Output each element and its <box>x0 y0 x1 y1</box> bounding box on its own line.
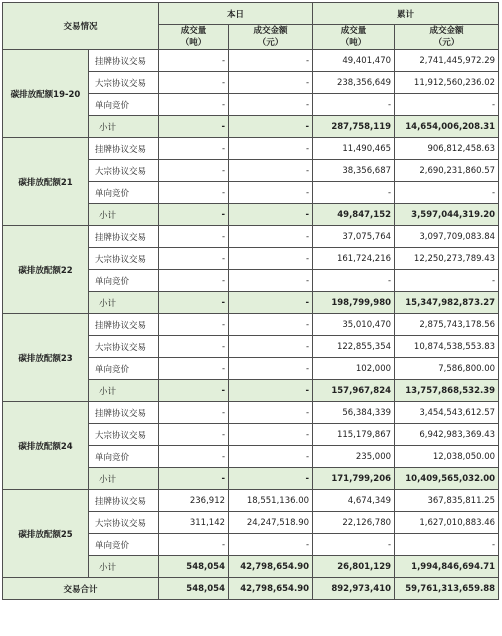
cum-volume-cell: - <box>313 94 395 116</box>
today-amount-cell: - <box>229 72 313 94</box>
trade-type: 单向竞价 <box>89 534 159 556</box>
trade-type: 大宗协议交易 <box>89 248 159 270</box>
today-volume-cell: - <box>159 226 229 248</box>
today-volume-cell: - <box>159 534 229 556</box>
cum-amount-cell: 7,586,800.00 <box>395 358 499 380</box>
subtotal-label: 小计 <box>89 380 159 402</box>
cum-volume-cell: 37,075,764 <box>313 226 395 248</box>
today-amount-cell: - <box>229 204 313 226</box>
cum-volume-cell: 22,126,780 <box>313 512 395 534</box>
cum-volume-cell: 161,724,216 <box>313 248 395 270</box>
cum-amount-cell: 11,912,560,236.02 <box>395 72 499 94</box>
cum-volume-cell: 157,967,824 <box>313 380 395 402</box>
today-amount-cell: - <box>229 380 313 402</box>
cum-amount-cell: 59,761,313,659.88 <box>395 578 499 600</box>
cum-volume-cell: 49,401,470 <box>313 50 395 72</box>
today-volume-cell: 548,054 <box>159 578 229 600</box>
cum-amount-cell: 6,942,983,369.43 <box>395 424 499 446</box>
cum-volume-cell: 287,758,119 <box>313 116 395 138</box>
cum-amount-cell: 2,741,445,972.29 <box>395 50 499 72</box>
total-label: 交易合计 <box>3 578 159 600</box>
today-volume-cell: - <box>159 380 229 402</box>
today-amount-cell: - <box>229 534 313 556</box>
table-header <box>3 3 499 50</box>
today-volume-cell: - <box>159 336 229 358</box>
trade-type: 挂牌协议交易 <box>89 50 159 72</box>
cum-volume-cell: 56,384,339 <box>313 402 395 424</box>
cum-volume-cell: - <box>313 270 395 292</box>
group-name: 碳排放配额22 <box>3 226 89 314</box>
trade-type: 大宗协议交易 <box>89 424 159 446</box>
cum-volume-cell: - <box>313 182 395 204</box>
today-amount-cell: 18,551,136.00 <box>229 490 313 512</box>
table-row <box>3 314 499 336</box>
col-title: 成交量 <box>180 26 207 36</box>
trade-type: 大宗协议交易 <box>89 512 159 534</box>
today-amount-cell: - <box>229 446 313 468</box>
section-label: 交易情况 <box>3 3 159 50</box>
today-amount-cell: - <box>229 226 313 248</box>
cum-amount-cell: 10,409,565,032.00 <box>395 468 499 490</box>
table-body <box>3 50 499 600</box>
today-volume-cell: - <box>159 160 229 182</box>
trade-type: 挂牌协议交易 <box>89 138 159 160</box>
today-amount-cell: - <box>229 94 313 116</box>
cum-amount-cell: 906,812,458.63 <box>395 138 499 160</box>
cum-volume-cell: 115,179,867 <box>313 424 395 446</box>
today-amount-cell: - <box>229 50 313 72</box>
col-unit: （吨） <box>340 38 367 48</box>
cum-amount-cell: 3,454,543,612.57 <box>395 402 499 424</box>
today-amount-cell: 42,798,654.90 <box>229 556 313 578</box>
group-name: 碳排放配额25 <box>3 490 89 578</box>
cum-amount-cell: 10,874,538,553.83 <box>395 336 499 358</box>
cum-volume-cell: 38,356,687 <box>313 160 395 182</box>
table-row <box>3 50 499 72</box>
col-title: 成交量 <box>340 26 367 36</box>
cum-amount-cell: - <box>395 182 499 204</box>
trade-type: 大宗协议交易 <box>89 160 159 182</box>
trade-type: 大宗协议交易 <box>89 72 159 94</box>
cum-amount-cell: 13,757,868,532.39 <box>395 380 499 402</box>
today-amount-cell: - <box>229 402 313 424</box>
trade-type: 挂牌协议交易 <box>89 402 159 424</box>
cum-volume-cell: 35,010,470 <box>313 314 395 336</box>
today-amount-cell: - <box>229 292 313 314</box>
today-amount-cell: - <box>229 270 313 292</box>
today-volume-cell: - <box>159 358 229 380</box>
today-amount-cell: - <box>229 358 313 380</box>
cumulative-header: 累计 <box>313 3 499 25</box>
cum-amount-cell: 367,835,811.25 <box>395 490 499 512</box>
cum-amount-cell: - <box>395 270 499 292</box>
subtotal-label: 小计 <box>89 204 159 226</box>
today-amount-cell: - <box>229 314 313 336</box>
col-unit: （元） <box>257 38 284 48</box>
subtotal-label: 小计 <box>89 292 159 314</box>
trade-type: 单向竞价 <box>89 446 159 468</box>
trade-type: 大宗协议交易 <box>89 336 159 358</box>
cum-volume-header <box>313 25 395 50</box>
today-volume-header <box>159 25 229 50</box>
trade-type: 单向竞价 <box>89 358 159 380</box>
trade-type: 单向竞价 <box>89 270 159 292</box>
table-row <box>3 226 499 248</box>
cum-volume-cell: 198,799,980 <box>313 292 395 314</box>
cum-amount-header <box>395 25 499 50</box>
today-volume-cell: - <box>159 292 229 314</box>
col-unit: （元） <box>433 38 460 48</box>
cum-volume-cell: 122,855,354 <box>313 336 395 358</box>
today-volume-cell: - <box>159 204 229 226</box>
trading-summary-container <box>2 2 499 600</box>
today-volume-cell: - <box>159 468 229 490</box>
group-name: 碳排放配额23 <box>3 314 89 402</box>
cum-amount-cell: 2,690,231,860.57 <box>395 160 499 182</box>
cum-amount-cell: 1,627,010,883.46 <box>395 512 499 534</box>
cum-volume-cell: 235,000 <box>313 446 395 468</box>
today-volume-cell: - <box>159 94 229 116</box>
subtotal-label: 小计 <box>89 116 159 138</box>
today-volume-cell: - <box>159 270 229 292</box>
today-volume-cell: - <box>159 138 229 160</box>
today-volume-cell: - <box>159 248 229 270</box>
group-name: 碳排放配额24 <box>3 402 89 490</box>
today-volume-cell: - <box>159 116 229 138</box>
cum-amount-cell: 12,038,050.00 <box>395 446 499 468</box>
today-amount-cell: - <box>229 424 313 446</box>
group-name: 碳排放配额19-20 <box>3 50 89 138</box>
cum-volume-cell: 102,000 <box>313 358 395 380</box>
cum-volume-cell: 49,847,152 <box>313 204 395 226</box>
today-volume-cell: - <box>159 50 229 72</box>
today-amount-cell: - <box>229 116 313 138</box>
cum-volume-cell: 11,490,465 <box>313 138 395 160</box>
cum-amount-cell: 2,875,743,178.56 <box>395 314 499 336</box>
table-row <box>3 138 499 160</box>
table-row <box>3 402 499 424</box>
today-volume-cell: - <box>159 424 229 446</box>
trading-summary-table <box>2 2 499 600</box>
cum-amount-cell: - <box>395 534 499 556</box>
cum-volume-cell: 4,674,349 <box>313 490 395 512</box>
today-volume-cell: 548,054 <box>159 556 229 578</box>
trade-type: 单向竞价 <box>89 94 159 116</box>
today-volume-cell: - <box>159 402 229 424</box>
cum-volume-cell: 238,356,649 <box>313 72 395 94</box>
today-amount-cell: - <box>229 138 313 160</box>
today-amount-cell: - <box>229 468 313 490</box>
today-volume-cell: - <box>159 446 229 468</box>
cum-amount-cell: - <box>395 94 499 116</box>
today-volume-cell: - <box>159 314 229 336</box>
subtotal-label: 小计 <box>89 556 159 578</box>
cum-volume-cell: 26,801,129 <box>313 556 395 578</box>
col-title: 成交金额 <box>429 26 464 36</box>
today-amount-cell: 42,798,654.90 <box>229 578 313 600</box>
cum-amount-cell: 15,347,982,873.27 <box>395 292 499 314</box>
today-amount-cell: 24,247,518.90 <box>229 512 313 534</box>
today-volume-cell: 236,912 <box>159 490 229 512</box>
cum-amount-cell: 1,994,846,694.71 <box>395 556 499 578</box>
subtotal-label: 小计 <box>89 468 159 490</box>
trade-type: 挂牌协议交易 <box>89 490 159 512</box>
cum-amount-cell: 14,654,006,208.31 <box>395 116 499 138</box>
trade-type: 挂牌协议交易 <box>89 314 159 336</box>
cum-volume-cell: - <box>313 534 395 556</box>
today-amount-cell: - <box>229 182 313 204</box>
cum-amount-cell: 3,597,044,319.20 <box>395 204 499 226</box>
today-volume-cell: - <box>159 182 229 204</box>
trade-type: 挂牌协议交易 <box>89 226 159 248</box>
cum-amount-cell: 3,097,709,083.84 <box>395 226 499 248</box>
today-volume-cell: - <box>159 72 229 94</box>
trade-type: 单向竞价 <box>89 182 159 204</box>
col-unit: （吨） <box>180 38 207 48</box>
today-amount-cell: - <box>229 160 313 182</box>
today-amount-cell: - <box>229 336 313 358</box>
cum-volume-cell: 171,799,206 <box>313 468 395 490</box>
cum-volume-cell: 892,973,410 <box>313 578 395 600</box>
total-row <box>3 578 499 600</box>
today-amount-header <box>229 25 313 50</box>
today-amount-cell: - <box>229 248 313 270</box>
today-header: 本日 <box>159 3 313 25</box>
table-row <box>3 490 499 512</box>
cum-amount-cell: 12,250,273,789.43 <box>395 248 499 270</box>
group-name: 碳排放配额21 <box>3 138 89 226</box>
col-title: 成交金额 <box>253 26 288 36</box>
today-volume-cell: 311,142 <box>159 512 229 534</box>
